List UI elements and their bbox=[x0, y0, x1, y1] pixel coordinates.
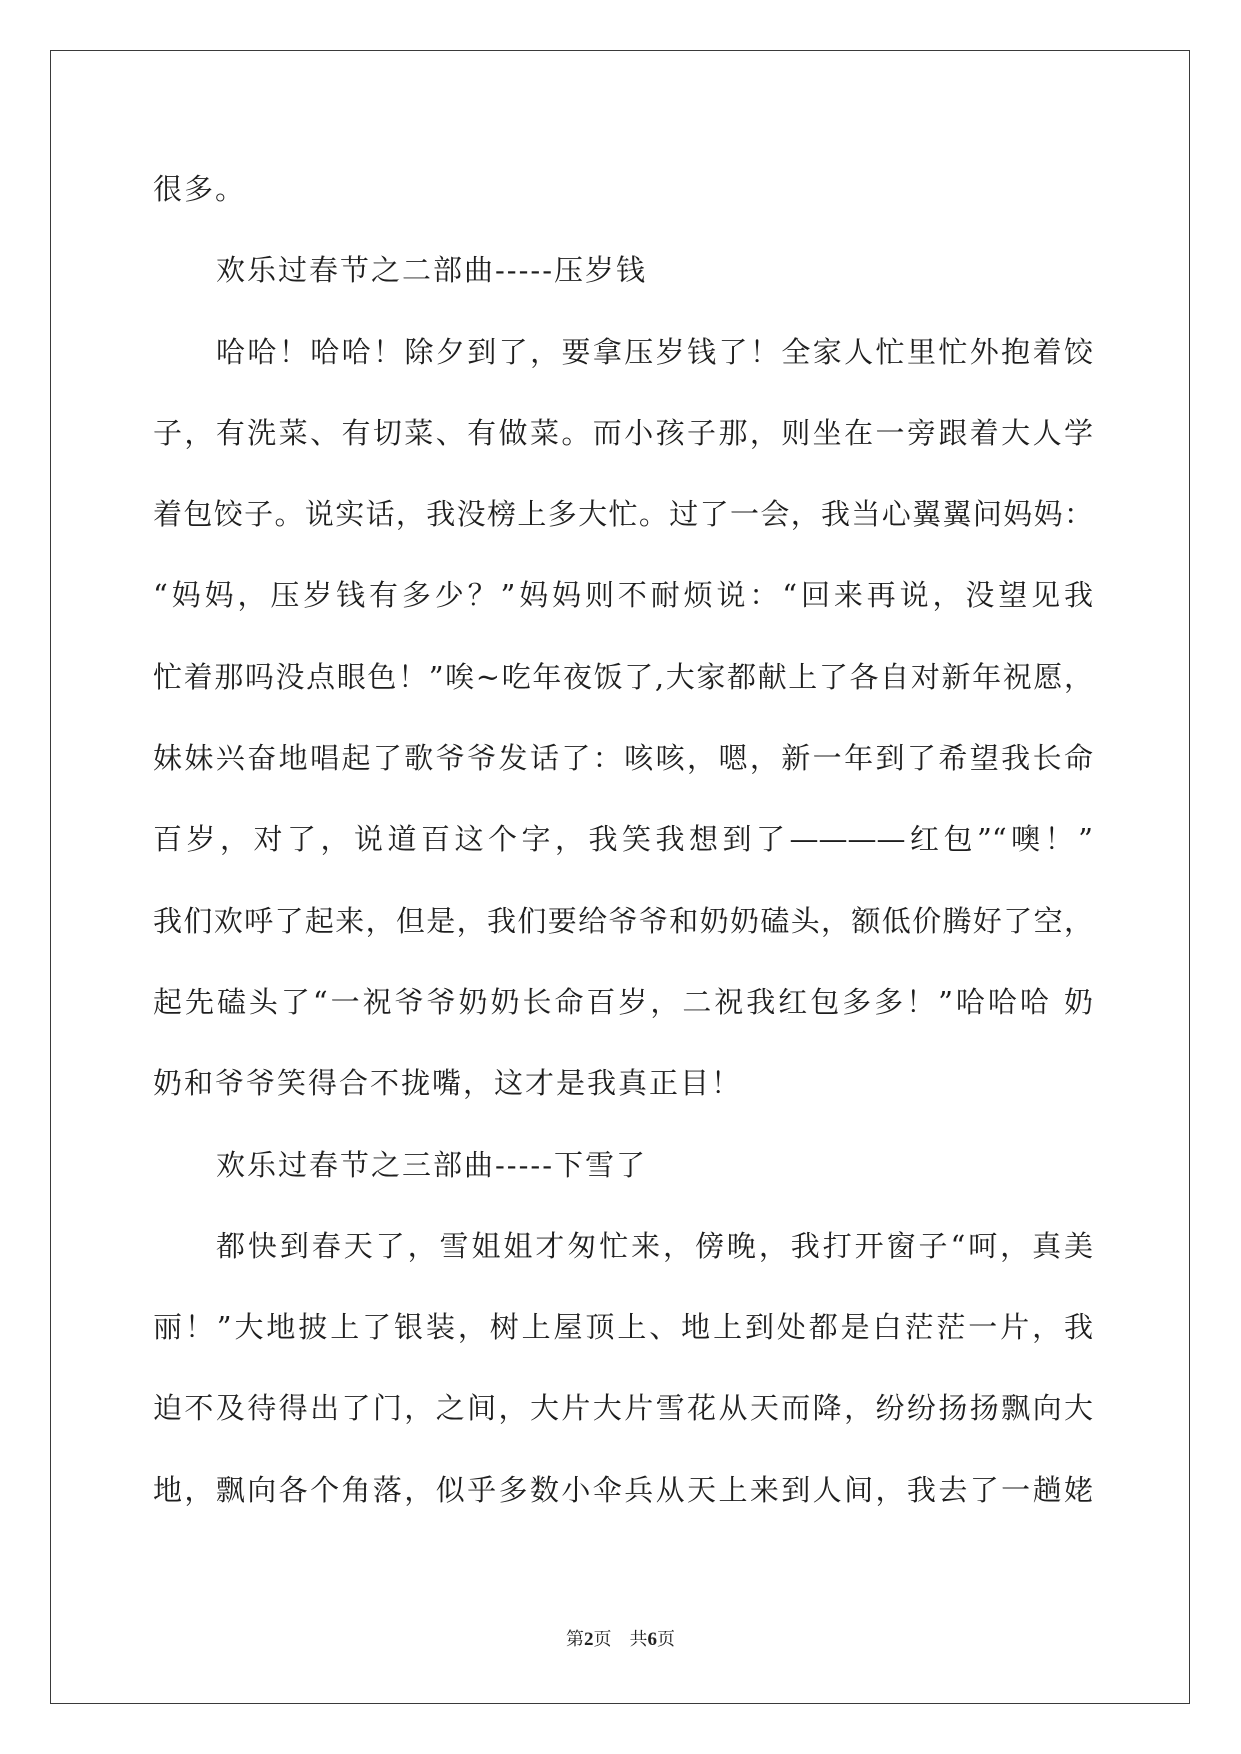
total-label-prefix: 共 bbox=[629, 1629, 648, 1649]
text-line: 着包饺子。说实话，我没榜上多大忙。过了一会，我当心翼翼问妈妈： bbox=[153, 497, 1093, 532]
text-line: 百岁，对了，说道百这个字，我笑我想到了————红包”“噢！” bbox=[153, 822, 1093, 857]
page-footer bbox=[0, 1627, 1241, 1652]
text-line: 很多。 bbox=[153, 172, 247, 206]
text-line: “妈妈，压岁钱有多少？”妈妈则不耐烦说：“回来再说，没望见我 bbox=[153, 578, 1093, 613]
total-label-suffix: 页 bbox=[657, 1629, 675, 1649]
total-pages-number: 6 bbox=[647, 1629, 657, 1650]
text-line: 起先磕头了“一祝爷爷奶奶长命百岁，二祝我红包多多！”哈哈哈 奶 bbox=[153, 984, 1093, 1019]
section-heading-text: 欢乐过春节之三部曲-----下雪了 bbox=[216, 1147, 647, 1182]
page-label-prefix: 第 bbox=[566, 1629, 584, 1649]
paragraph bbox=[153, 1206, 1093, 1531]
text-line: 都快到春天了，雪姐姐才匆忙来，傍晚，我打开窗子“呵，真美 bbox=[216, 1228, 1093, 1263]
text-line: 忙着那吗没点眼色！”唉~吃年夜饭了,大家都献上了各自对新年祝愿， bbox=[153, 659, 1093, 694]
current-page-number: 2 bbox=[584, 1629, 594, 1650]
paragraph bbox=[153, 149, 1093, 230]
paragraph bbox=[153, 312, 1093, 1125]
text-line: 地，飘向各个角落，似乎多数小伞兵从天上来到人间，我去了一趟姥 bbox=[153, 1472, 1093, 1507]
section-heading bbox=[153, 1125, 1093, 1206]
text-line: 奶和爷爷笑得合不拢嘴，这才是我真正目！ bbox=[153, 1066, 743, 1101]
section-heading-text: 欢乐过春节之二部曲-----压岁钱 bbox=[216, 253, 647, 288]
section-heading bbox=[153, 230, 1093, 311]
text-line: 子，有洗菜、有切菜、有做菜。而小孩子那，则坐在一旁跟着大人学 bbox=[153, 415, 1093, 450]
text-line: 哈哈！哈哈！除夕到了，要拿压岁钱了！全家人忙里忙外抱着饺 bbox=[216, 334, 1093, 369]
document-body bbox=[153, 149, 1093, 1531]
text-line: 迫不及待得出了门，之间，大片大片雪花从天而降，纷纷扬扬飘向大 bbox=[153, 1391, 1093, 1426]
text-line: 丽！”大地披上了银装，树上屋顶上、地上到处都是白茫茫一片，我 bbox=[153, 1310, 1093, 1345]
text-line: 我们欢呼了起来，但是，我们要给爷爷和奶奶磕头，额低价腾好了空， bbox=[153, 903, 1093, 938]
text-line: 妹妹兴奋地唱起了歌爷爷发话了：咳咳，嗯，新一年到了希望我长命 bbox=[153, 741, 1093, 776]
page-label-suffix: 页 bbox=[593, 1629, 612, 1649]
